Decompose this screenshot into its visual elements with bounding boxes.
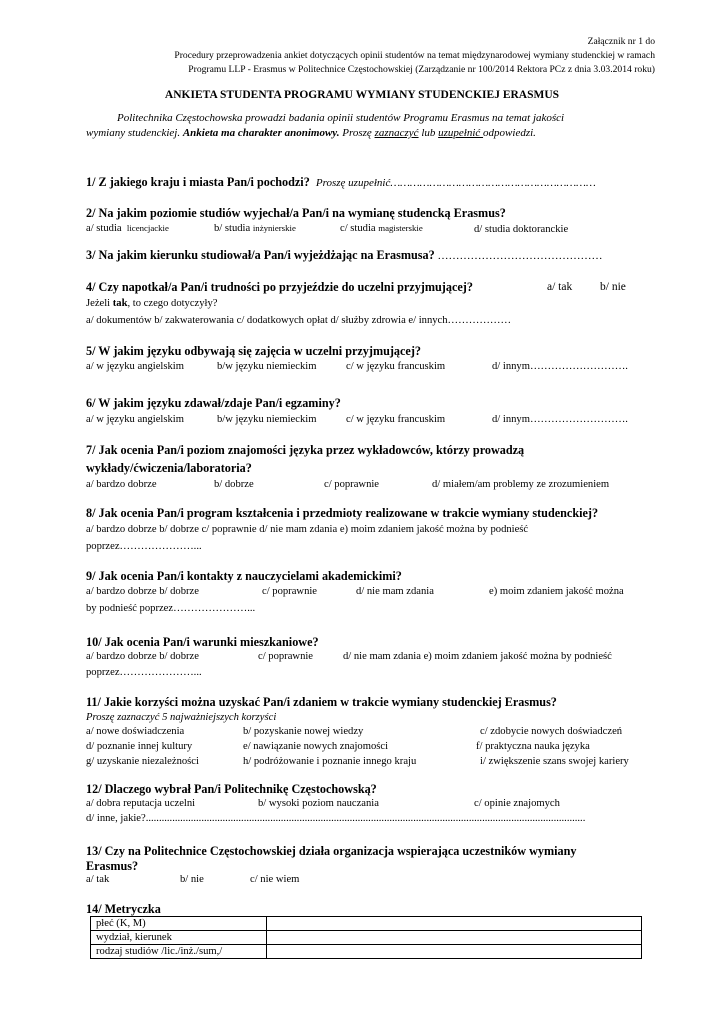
question-14: 14/ Metryczka xyxy=(86,902,161,916)
q11-option-d[interactable]: d/ poznanie innej kultury xyxy=(86,741,193,752)
question-4: 4/ Czy napotkał/a Pan/i trudności po przyjeździe do uczelni przyjmującej? xyxy=(86,280,473,294)
q10-option-c[interactable]: c/ poprawnie xyxy=(258,651,314,662)
question-12: 12/ Dlaczego wybrał Pan/i Politechnikę Częstochowską? xyxy=(86,782,377,796)
table-row xyxy=(91,917,642,931)
question-13-line-2: Erasmus? xyxy=(86,859,139,873)
q8-improve-field[interactable]: poprzez…………………... xyxy=(86,541,202,552)
q9-option-d[interactable]: d/ nie mam zdania xyxy=(356,586,434,597)
q6-option-d[interactable]: d/ innym………………………. xyxy=(492,414,628,425)
survey-title: ANKIETA STUDENTA PROGRAMU WYMIANY STUDENCKIEJ ERASMUS xyxy=(164,89,560,101)
question-1: 1/ Z jakiego kraju i miasta Pan/i pochodzi? Proszę uzupełnić……………………………………………………… xyxy=(86,175,596,189)
q9-improve-field[interactable]: by podnieść poprzez…………………... xyxy=(86,603,256,614)
q5-option-b[interactable]: b/w języku niemieckim xyxy=(217,361,317,372)
q4-option-no[interactable]: b/ nie xyxy=(600,281,626,293)
q11-option-a[interactable]: a/ nowe doświadczenia xyxy=(86,726,185,737)
intro-line-1: Politechnika Częstochowska prowadzi badania opinii studentów Programu Erasmus na temat jakości xyxy=(117,112,565,124)
q12-option-a[interactable]: a/ dobra reputacja uczelni xyxy=(86,798,196,809)
question-11: 11/ Jakie korzyści można uzyskać Pan/i zdaniem w trakcie wymiany studenckiej Erasmus? xyxy=(86,695,557,709)
question-2: 2/ Na jakim poziomie studiów wyjechał/a Pan/i na wymianę studencką Erasmus? xyxy=(86,206,506,220)
fill-in-field[interactable]: ……………………………………… xyxy=(434,250,603,262)
q11-option-c[interactable]: c/ zdobycie nowych doświadczeń xyxy=(480,726,623,737)
question-9: 9/ Jak ocenia Pan/i kontakty z nauczycielami akademickimi? xyxy=(86,569,402,583)
q4-option-yes[interactable]: a/ tak xyxy=(547,281,573,293)
q12-option-b[interactable]: b/ wysoki poziom nauczania xyxy=(258,798,379,809)
q11-option-h[interactable]: h/ podróżowanie i poznanie innego kraju xyxy=(243,756,417,767)
q13-option-yes[interactable]: a/ tak xyxy=(86,874,110,885)
q11-option-i[interactable]: i/ zwiększenie szans swojej kariery xyxy=(480,756,629,767)
q4-options[interactable]: a/ dokumentów b/ zakwaterowania c/ dodatkowych opłat d/ służby zdrowia e/ innych……………… xyxy=(86,315,512,326)
metrics-label-study-type: rodzaj studiów /lic./inż./sum,/ xyxy=(91,945,267,959)
q7-option-c[interactable]: c/ poprawnie xyxy=(324,479,380,490)
q6-option-a[interactable]: a/ w języku angielskim xyxy=(86,414,184,425)
metrics-table xyxy=(90,916,642,959)
q10-option-ab[interactable]: a/ bardzo dobrze b/ dobrze xyxy=(86,651,199,662)
q7-option-d[interactable]: d/ miałem/am problemy ze zrozumieniem xyxy=(432,479,610,490)
q13-option-no[interactable]: b/ nie xyxy=(180,874,204,885)
q12-option-c[interactable]: c/ opinie znajomych xyxy=(474,798,560,809)
q5-option-a[interactable]: a/ w języku angielskim xyxy=(86,361,184,372)
q11-option-e[interactable]: e/ nawiązanie nowych znajomości xyxy=(243,741,389,752)
q12-option-d[interactable]: d/ inne, jakie?...................................................................................................................................................................... xyxy=(86,813,586,824)
question-7-line-1: 7/ Jak ocenia Pan/i poziom znajomości języka przez wykładowców, którzy prowadzą xyxy=(86,443,525,457)
q4-follow-up: Jeżeli tak, to czego dotyczyły? xyxy=(86,298,218,309)
q2-option-d[interactable]: d/ studia doktoranckie xyxy=(474,224,569,235)
q11-option-f[interactable]: f/ praktyczna nauka języka xyxy=(476,741,590,752)
q9-option-e[interactable]: e) moim zdaniem jakość można xyxy=(489,586,624,597)
q2-option-c[interactable]: c/ studia magisterskie xyxy=(340,223,423,234)
q11-option-b[interactable]: b/ pozyskanie nowej wiedzy xyxy=(243,726,364,737)
q7-option-a[interactable]: a/ bardzo dobrze xyxy=(86,479,157,490)
q9-option-ab[interactable]: a/ bardzo dobrze b/ dobrze xyxy=(86,586,199,597)
q7-option-b[interactable]: b/ dobrze xyxy=(214,479,254,490)
intro-line-2: wymiany studenckiej. Ankieta ma charakter anonimowy. Proszę zaznaczyć lub uzupełnić odpowiedzi. xyxy=(86,127,536,139)
question-13-line-1: 13/ Czy na Politechnice Częstochowskiej działa organizacja wspierająca uczestników wymiany xyxy=(86,844,577,858)
q2-option-b[interactable]: b/ studia inżynierskie xyxy=(214,223,296,234)
question-10: 10/ Jak ocenia Pan/i warunki mieszkaniowe? xyxy=(86,635,319,649)
question-5: 5/ W jakim języku odbywają się zajęcia w uczelni przyjmującej? xyxy=(86,344,421,358)
annex-label: Załącznik nr 1 do xyxy=(587,36,655,47)
question-8: 8/ Jak ocenia Pan/i program kształcenia i przedmioty realizowane w trakcie wymiany studenckiej? xyxy=(86,506,599,520)
programme-line: Programu LLP - Erasmus w Politechnice Częstochowskiej (Zarządzanie nr 100/2014 Rektora PCz z dnia 3.03.2014 roku) xyxy=(188,64,655,75)
metrics-input-gender[interactable] xyxy=(267,917,642,931)
metrics-input-faculty[interactable] xyxy=(267,931,642,945)
q10-option-de[interactable]: d/ nie mam zdania e) moim zdaniem jakość można by podnieść xyxy=(343,651,612,662)
q8-options[interactable]: a/ bardzo dobrze b/ dobrze c/ poprawnie d/ nie mam zdania e) moim zdaniem jakość można by podnieść xyxy=(86,524,529,535)
q6-option-b[interactable]: b/w języku niemieckim xyxy=(217,414,317,425)
q2-option-a[interactable]: a/ studia licencjackie xyxy=(86,223,169,234)
question-3: 3/ Na jakim kierunku studiował/a Pan/i wyjeżdżając na Erasmusa? ……………………………………… xyxy=(86,248,603,262)
metrics-label-gender: płeć (K, M) xyxy=(91,917,267,931)
q10-improve-field[interactable]: poprzez…………………... xyxy=(86,667,202,678)
q6-option-c[interactable]: c/ w języku francuskim xyxy=(346,414,446,425)
question-7-line-2: wykłady/ćwiczenia/laboratoria? xyxy=(86,461,252,475)
procedure-line: Procedury przeprowadzenia ankiet dotyczących opinii studentów na temat międzynarodowej wymiany studenckiej w ramach xyxy=(174,50,655,61)
q5-option-d[interactable]: d/ innym………………………. xyxy=(492,361,628,372)
table-row xyxy=(91,945,642,959)
table-row xyxy=(91,931,642,945)
metrics-label-faculty: wydział, kierunek xyxy=(91,931,267,945)
question-6: 6/ W jakim języku zdawał/zdaje Pan/i egzaminy? xyxy=(86,396,341,410)
metrics-input-study-type[interactable] xyxy=(267,945,642,959)
q11-option-g[interactable]: g/ uzyskanie niezależności xyxy=(86,756,199,767)
q9-option-c[interactable]: c/ poprawnie xyxy=(262,586,318,597)
fill-in-field[interactable]: Proszę uzupełnić……………………………………………………… xyxy=(315,177,596,189)
q13-option-dont-know[interactable]: c/ nie wiem xyxy=(250,874,300,885)
q11-hint: Proszę zaznaczyć 5 najważniejszych korzyści xyxy=(86,712,277,723)
q5-option-c[interactable]: c/ w języku francuskim xyxy=(346,361,446,372)
